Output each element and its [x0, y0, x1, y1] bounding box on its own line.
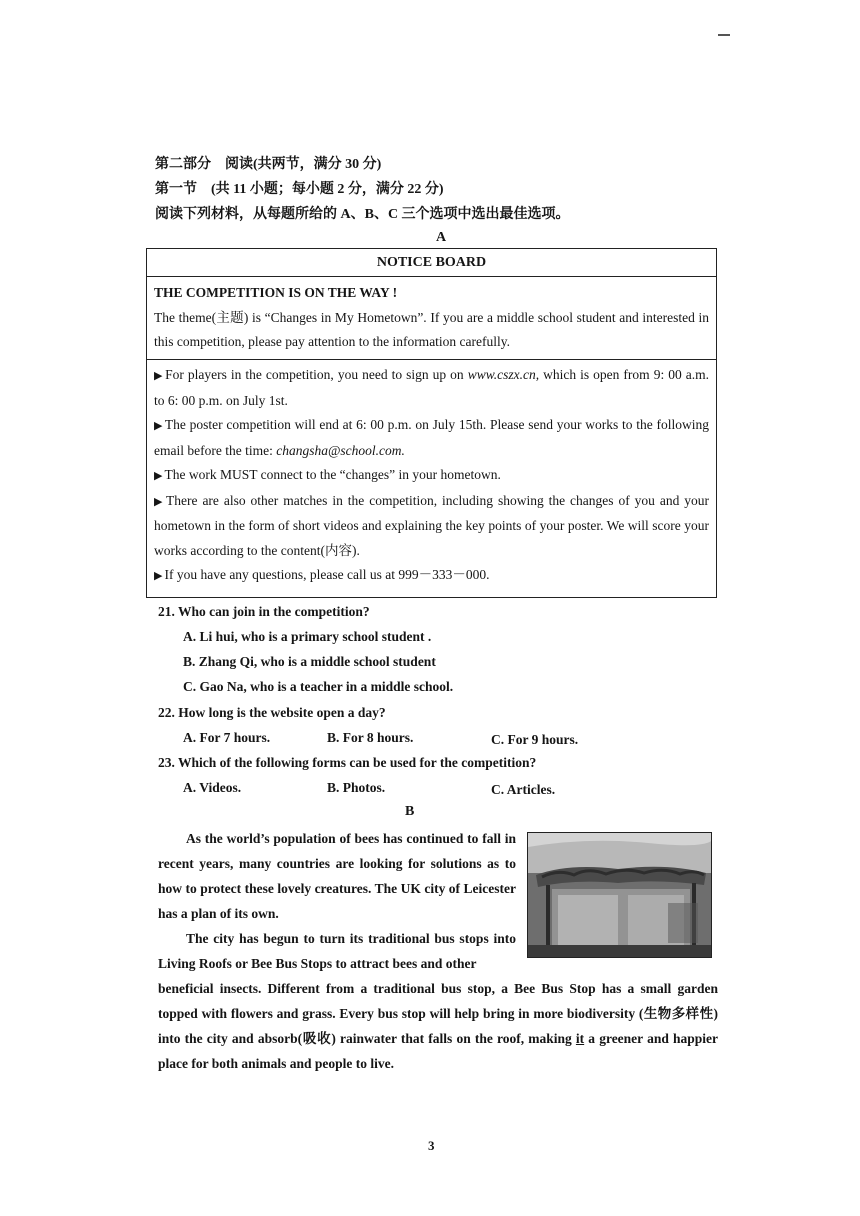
passage-b-bottom	[158, 976, 718, 1076]
question-23: 23. Which of the following forms can be used for the competition?	[158, 755, 537, 770]
question-22: 22. How long is the website open a day?	[158, 705, 386, 720]
passage-b-paragraph-1: As the world’s population of bees has continued to fall in recent years, many countries are looking for solutions as to how to protect these lovely creatures. The UK city of Leicester has a plan of its own.	[158, 831, 516, 921]
passage-b-label: B	[405, 804, 415, 819]
notice-title: NOTICE BOARD	[147, 249, 716, 277]
notice-intro	[147, 277, 716, 360]
page-number: 3	[428, 1138, 435, 1153]
rule-contact: ▶ If you have any questions, please call us at 999－333－000.	[154, 567, 490, 582]
rule-changes: ▶ The work MUST connect to the “changes” in your hometown.	[154, 467, 501, 482]
q23-option-b: B. Photos.	[327, 780, 386, 795]
q21-option-c: C. Gao Na, who is a teacher in a middle school.	[183, 679, 454, 694]
passage-b-top	[158, 826, 516, 976]
passage-b-paragraph-2-rest: beneficial insects. Different from a traditional bus stop, a Bee Bus Stop has a small garden topped with flowers and grass. Every bus stop will help bring in more biodiversity (生物多样性) into the city and absorb(吸收) rainwater that falls on the roof, making it a greener and happier place for both animals and people to live.	[158, 981, 718, 1071]
arrow-icon: ▶	[154, 420, 163, 432]
bee-bus-stop-photo	[527, 832, 712, 958]
theme-text: The theme(主题) is “Changes in My Hometown”. If you are a middle school student and interested in this competition, please pay attention to the information carefully.	[154, 309, 709, 349]
q23-option-c: C. Articles.	[491, 782, 556, 797]
competition-heading: THE COMPETITION IS ON THE WAY !	[154, 285, 398, 300]
passage-b-paragraph-2-start: The city has begun to turn its traditional bus stops into Living Roofs or Bee Bus Stops to attract bees and other	[158, 931, 516, 971]
notice-rules	[147, 360, 716, 589]
rule-other-matches: ▶ There are also other matches in the competition, including showing the changes of you and your hometown in the form of short videos and explaining the key points of your poster. We will score your works according to the content(内容).	[154, 492, 710, 558]
passage-a-label: A	[436, 230, 447, 245]
q21-option-b: B. Zhang Qi, who is a middle school student	[183, 654, 436, 669]
email-address: changsha@school.com.	[276, 442, 405, 458]
rule-signup: ▶ For players in the competition, you need to sign up on www.cszx.cn, which is open from 9: 00 a.m. to 6: 00 p.m. on July 1st.	[154, 367, 709, 408]
arrow-icon: ▶	[154, 370, 164, 382]
q23-option-a: A. Videos.	[183, 780, 242, 795]
question-21: 21. Who can join in the competition?	[158, 604, 370, 619]
instruction-text: 阅读下列材料，从每题所给的 A、B、C 三个选项中选出最佳选项。	[155, 207, 570, 222]
rule-deadline: ▶ The poster competition will end at 6: 00 p.m. on July 15th. Please send your works to the following email before the time: changsha@school.com.	[154, 417, 709, 458]
notice-board	[146, 248, 717, 598]
q22-option-b: B. For 8 hours.	[327, 730, 414, 745]
section-title: 第一节 (共 11 小题；每小题 2 分，满分 22 分)	[155, 182, 444, 197]
part-title: 第二部分 阅读(共两节，满分 30 分)	[155, 157, 382, 172]
arrow-icon: ▶	[154, 570, 163, 582]
scan-mark	[718, 34, 730, 36]
website-link: www.cszx.cn,	[467, 367, 540, 382]
q21-option-a: A. Li hui, who is a primary school student .	[183, 629, 432, 644]
exam-header	[155, 152, 570, 227]
arrow-icon: ▶	[154, 495, 165, 508]
q22-option-a: A. For 7 hours.	[183, 730, 271, 745]
underlined-it: it	[575, 1031, 585, 1046]
arrow-icon: ▶	[154, 470, 163, 482]
q22-option-c: C. For 9 hours.	[491, 732, 579, 747]
